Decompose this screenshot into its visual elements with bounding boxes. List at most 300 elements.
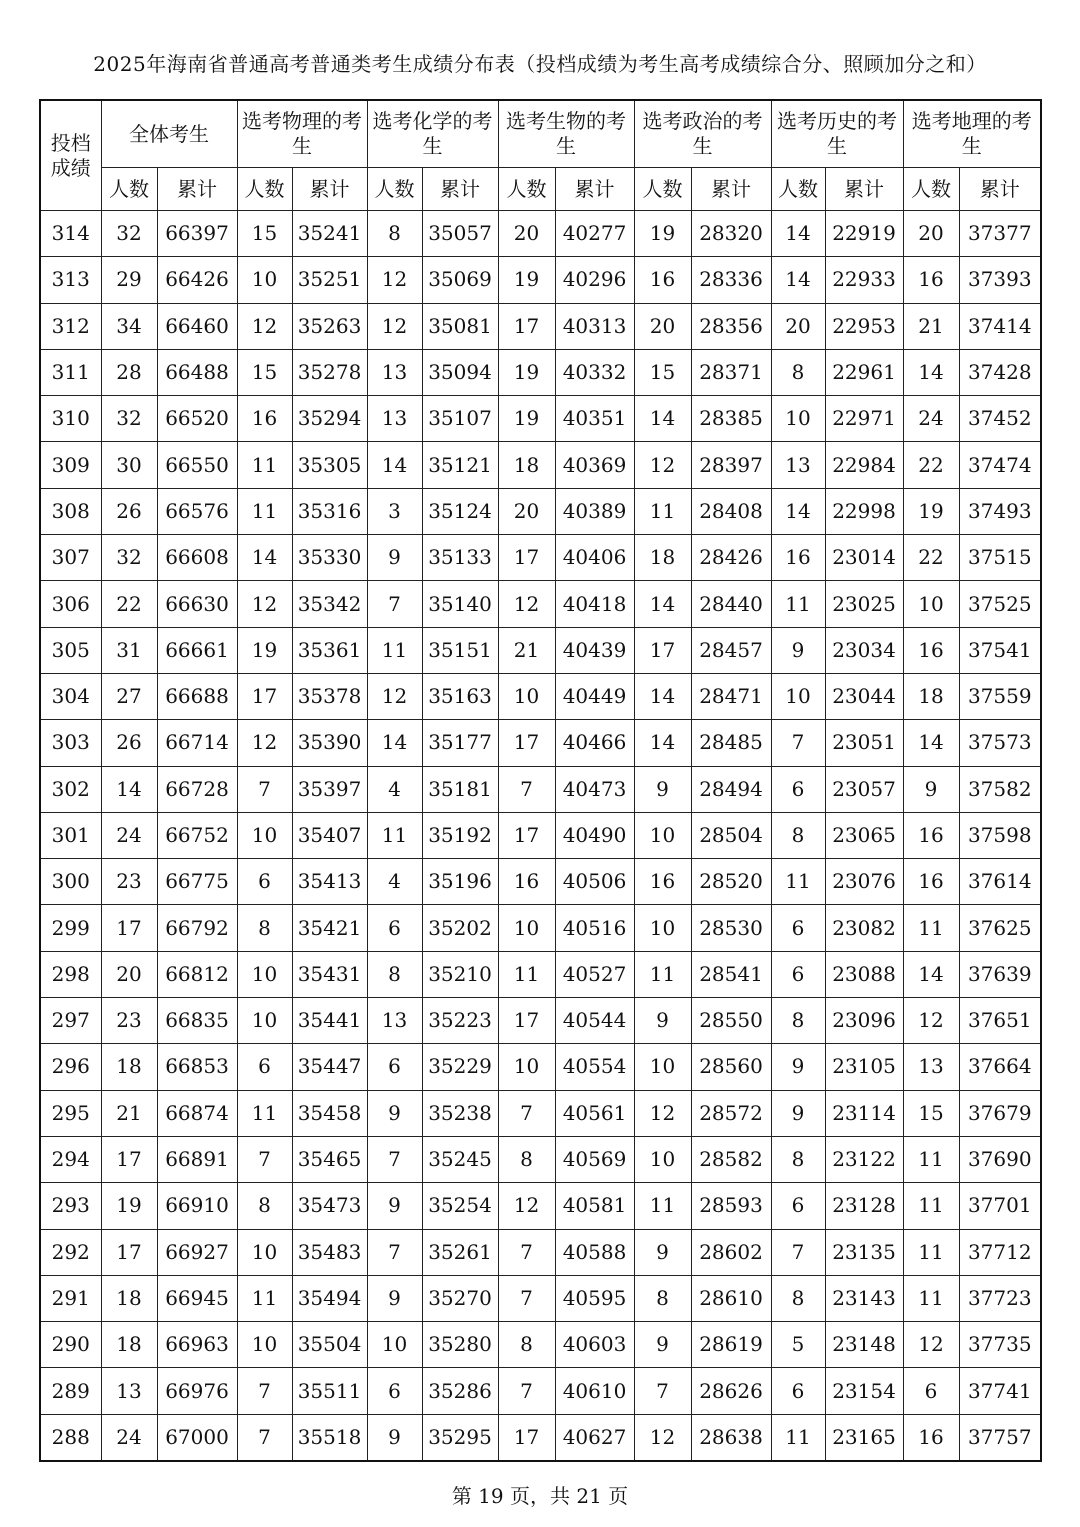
table-row bbox=[40, 720, 1041, 766]
count-cell: 16 bbox=[498, 859, 555, 905]
cumulative-cell: 22961 bbox=[825, 349, 903, 395]
count-cell: 12 bbox=[237, 581, 292, 627]
count-cell: 17 bbox=[498, 535, 555, 581]
score-cell: 301 bbox=[40, 812, 101, 858]
count-cell: 14 bbox=[771, 211, 825, 257]
score-cell: 307 bbox=[40, 535, 101, 581]
cumulative-cell: 35181 bbox=[422, 766, 498, 812]
cumulative-column-header: 累计 bbox=[292, 168, 367, 211]
table-row bbox=[40, 442, 1041, 488]
cumulative-cell: 22953 bbox=[825, 303, 903, 349]
cumulative-cell: 28593 bbox=[691, 1183, 771, 1229]
count-cell: 9 bbox=[367, 535, 422, 581]
score-cell: 309 bbox=[40, 442, 101, 488]
cumulative-cell: 66550 bbox=[157, 442, 237, 488]
count-cell: 7 bbox=[237, 1136, 292, 1182]
count-cell: 13 bbox=[367, 396, 422, 442]
count-cell: 8 bbox=[771, 1275, 825, 1321]
score-cell: 304 bbox=[40, 673, 101, 719]
cumulative-cell: 28356 bbox=[691, 303, 771, 349]
count-cell: 14 bbox=[903, 349, 959, 395]
count-cell: 11 bbox=[903, 1136, 959, 1182]
cumulative-cell: 66853 bbox=[157, 1044, 237, 1090]
count-cell: 14 bbox=[237, 535, 292, 581]
cumulative-cell: 35518 bbox=[292, 1414, 367, 1461]
count-cell: 6 bbox=[771, 1368, 825, 1414]
cumulative-cell: 66576 bbox=[157, 488, 237, 534]
cumulative-cell: 28457 bbox=[691, 627, 771, 673]
cumulative-cell: 35504 bbox=[292, 1322, 367, 1368]
count-cell: 10 bbox=[634, 905, 691, 951]
count-cell: 7 bbox=[771, 1229, 825, 1275]
table-row bbox=[40, 488, 1041, 534]
count-cell: 18 bbox=[498, 442, 555, 488]
table-row bbox=[40, 1044, 1041, 1090]
count-cell: 10 bbox=[634, 812, 691, 858]
count-cell: 16 bbox=[634, 859, 691, 905]
score-cell: 306 bbox=[40, 581, 101, 627]
cumulative-cell: 37428 bbox=[959, 349, 1041, 395]
count-cell: 8 bbox=[498, 1136, 555, 1182]
cumulative-cell: 35124 bbox=[422, 488, 498, 534]
count-cell: 19 bbox=[498, 349, 555, 395]
count-cell: 22 bbox=[903, 535, 959, 581]
cumulative-cell: 28440 bbox=[691, 581, 771, 627]
count-cell: 26 bbox=[101, 720, 157, 766]
cumulative-cell: 28385 bbox=[691, 396, 771, 442]
cumulative-cell: 35316 bbox=[292, 488, 367, 534]
cumulative-cell: 23082 bbox=[825, 905, 903, 951]
table-row bbox=[40, 581, 1041, 627]
count-cell: 8 bbox=[498, 1322, 555, 1368]
count-cell: 14 bbox=[634, 581, 691, 627]
count-column-header: 人数 bbox=[237, 168, 292, 211]
cumulative-cell: 37741 bbox=[959, 1368, 1041, 1414]
count-cell: 23 bbox=[101, 859, 157, 905]
count-cell: 10 bbox=[903, 581, 959, 627]
cumulative-cell: 28426 bbox=[691, 535, 771, 581]
cumulative-cell: 23128 bbox=[825, 1183, 903, 1229]
cumulative-cell: 40490 bbox=[555, 812, 634, 858]
cumulative-cell: 40389 bbox=[555, 488, 634, 534]
table-body bbox=[40, 211, 1041, 1462]
count-cell: 7 bbox=[498, 1368, 555, 1414]
count-cell: 7 bbox=[237, 1414, 292, 1461]
cumulative-cell: 28550 bbox=[691, 998, 771, 1044]
count-cell: 8 bbox=[771, 998, 825, 1044]
cumulative-cell: 40516 bbox=[555, 905, 634, 951]
cumulative-cell: 35305 bbox=[292, 442, 367, 488]
cumulative-cell: 35081 bbox=[422, 303, 498, 349]
cumulative-cell: 40506 bbox=[555, 859, 634, 905]
cumulative-cell: 35133 bbox=[422, 535, 498, 581]
table-row bbox=[40, 1322, 1041, 1368]
cumulative-column-header: 累计 bbox=[691, 168, 771, 211]
cumulative-cell: 23135 bbox=[825, 1229, 903, 1275]
count-cell: 19 bbox=[498, 396, 555, 442]
count-cell: 6 bbox=[367, 905, 422, 951]
cumulative-cell: 28408 bbox=[691, 488, 771, 534]
count-cell: 32 bbox=[101, 535, 157, 581]
table-row bbox=[40, 627, 1041, 673]
cumulative-cell: 35473 bbox=[292, 1183, 367, 1229]
count-cell: 18 bbox=[101, 1322, 157, 1368]
count-cell: 30 bbox=[101, 442, 157, 488]
cumulative-cell: 66661 bbox=[157, 627, 237, 673]
cumulative-cell: 40588 bbox=[555, 1229, 634, 1275]
score-cell: 303 bbox=[40, 720, 101, 766]
table-row bbox=[40, 812, 1041, 858]
count-cell: 8 bbox=[771, 1136, 825, 1182]
cumulative-cell: 35254 bbox=[422, 1183, 498, 1229]
cumulative-cell: 40569 bbox=[555, 1136, 634, 1182]
table-row bbox=[40, 905, 1041, 951]
count-cell: 18 bbox=[101, 1044, 157, 1090]
count-cell: 13 bbox=[101, 1368, 157, 1414]
count-cell: 32 bbox=[101, 211, 157, 257]
cumulative-cell: 40581 bbox=[555, 1183, 634, 1229]
cumulative-cell: 37573 bbox=[959, 720, 1041, 766]
count-cell: 14 bbox=[367, 720, 422, 766]
count-cell: 15 bbox=[237, 211, 292, 257]
cumulative-cell: 66688 bbox=[157, 673, 237, 719]
page-number: 第 19 页，共 21 页 bbox=[451, 1484, 629, 1508]
count-cell: 13 bbox=[367, 998, 422, 1044]
count-cell: 7 bbox=[498, 1229, 555, 1275]
cumulative-cell: 40418 bbox=[555, 581, 634, 627]
count-cell: 11 bbox=[634, 488, 691, 534]
cumulative-cell: 67000 bbox=[157, 1414, 237, 1461]
score-cell: 300 bbox=[40, 859, 101, 905]
count-cell: 15 bbox=[237, 349, 292, 395]
cumulative-cell: 22933 bbox=[825, 257, 903, 303]
count-cell: 8 bbox=[634, 1275, 691, 1321]
count-cell: 8 bbox=[237, 905, 292, 951]
cumulative-cell: 40595 bbox=[555, 1275, 634, 1321]
score-cell: 297 bbox=[40, 998, 101, 1044]
cumulative-cell: 28397 bbox=[691, 442, 771, 488]
count-cell: 6 bbox=[237, 1044, 292, 1090]
cumulative-cell: 23065 bbox=[825, 812, 903, 858]
count-cell: 11 bbox=[634, 951, 691, 997]
cumulative-cell: 23122 bbox=[825, 1136, 903, 1182]
count-cell: 10 bbox=[498, 1044, 555, 1090]
cumulative-cell: 66910 bbox=[157, 1183, 237, 1229]
cumulative-cell: 66714 bbox=[157, 720, 237, 766]
cumulative-cell: 66874 bbox=[157, 1090, 237, 1136]
count-cell: 14 bbox=[634, 673, 691, 719]
cumulative-cell: 40473 bbox=[555, 766, 634, 812]
count-cell: 22 bbox=[101, 581, 157, 627]
count-cell: 21 bbox=[498, 627, 555, 673]
cumulative-cell: 37452 bbox=[959, 396, 1041, 442]
cumulative-cell: 37614 bbox=[959, 859, 1041, 905]
count-cell: 14 bbox=[903, 720, 959, 766]
count-cell: 7 bbox=[237, 766, 292, 812]
count-cell: 17 bbox=[237, 673, 292, 719]
count-cell: 31 bbox=[101, 627, 157, 673]
count-cell: 14 bbox=[771, 257, 825, 303]
cumulative-cell: 22998 bbox=[825, 488, 903, 534]
count-cell: 4 bbox=[367, 859, 422, 905]
count-cell: 10 bbox=[634, 1044, 691, 1090]
count-cell: 29 bbox=[101, 257, 157, 303]
count-cell: 10 bbox=[237, 1229, 292, 1275]
cumulative-cell: 37712 bbox=[959, 1229, 1041, 1275]
count-cell: 8 bbox=[237, 1183, 292, 1229]
cumulative-cell: 35295 bbox=[422, 1414, 498, 1461]
cumulative-cell: 28336 bbox=[691, 257, 771, 303]
cumulative-cell: 28320 bbox=[691, 211, 771, 257]
count-cell: 11 bbox=[237, 1090, 292, 1136]
count-cell: 7 bbox=[498, 766, 555, 812]
count-cell: 12 bbox=[903, 1322, 959, 1368]
table-row bbox=[40, 535, 1041, 581]
cumulative-cell: 35407 bbox=[292, 812, 367, 858]
cumulative-cell: 40554 bbox=[555, 1044, 634, 1090]
count-cell: 5 bbox=[771, 1322, 825, 1368]
cumulative-cell: 23051 bbox=[825, 720, 903, 766]
count-column-header: 人数 bbox=[101, 168, 157, 211]
cumulative-cell: 28638 bbox=[691, 1414, 771, 1461]
count-cell: 12 bbox=[498, 581, 555, 627]
cumulative-cell: 37679 bbox=[959, 1090, 1041, 1136]
count-cell: 15 bbox=[634, 349, 691, 395]
count-cell: 9 bbox=[771, 1044, 825, 1090]
group-header: 选考物理的考生 bbox=[237, 100, 367, 168]
count-column-header: 人数 bbox=[771, 168, 825, 211]
cumulative-cell: 23044 bbox=[825, 673, 903, 719]
table-row bbox=[40, 396, 1041, 442]
cumulative-cell: 28530 bbox=[691, 905, 771, 951]
cumulative-cell: 35447 bbox=[292, 1044, 367, 1090]
count-cell: 8 bbox=[771, 349, 825, 395]
table-row bbox=[40, 951, 1041, 997]
count-cell: 17 bbox=[101, 1229, 157, 1275]
count-cell: 10 bbox=[237, 257, 292, 303]
count-cell: 17 bbox=[498, 812, 555, 858]
count-cell: 11 bbox=[237, 488, 292, 534]
count-cell: 12 bbox=[634, 442, 691, 488]
count-cell: 12 bbox=[634, 1414, 691, 1461]
count-cell: 12 bbox=[367, 257, 422, 303]
count-cell: 14 bbox=[634, 720, 691, 766]
score-cell: 290 bbox=[40, 1322, 101, 1368]
count-cell: 20 bbox=[498, 211, 555, 257]
cumulative-cell: 35494 bbox=[292, 1275, 367, 1321]
cumulative-cell: 40439 bbox=[555, 627, 634, 673]
cumulative-cell: 23165 bbox=[825, 1414, 903, 1461]
cumulative-cell: 28602 bbox=[691, 1229, 771, 1275]
count-cell: 8 bbox=[771, 812, 825, 858]
count-cell: 12 bbox=[367, 303, 422, 349]
count-cell: 17 bbox=[634, 627, 691, 673]
cumulative-cell: 28494 bbox=[691, 766, 771, 812]
count-cell: 16 bbox=[237, 396, 292, 442]
cumulative-cell: 35251 bbox=[292, 257, 367, 303]
cumulative-cell: 35483 bbox=[292, 1229, 367, 1275]
group-header: 选考地理的考生 bbox=[903, 100, 1041, 168]
cumulative-cell: 66976 bbox=[157, 1368, 237, 1414]
cumulative-cell: 35140 bbox=[422, 581, 498, 627]
table-row bbox=[40, 1136, 1041, 1182]
cumulative-cell: 23114 bbox=[825, 1090, 903, 1136]
count-column-header: 人数 bbox=[498, 168, 555, 211]
cumulative-cell: 23088 bbox=[825, 951, 903, 997]
count-cell: 6 bbox=[771, 766, 825, 812]
cumulative-cell: 23014 bbox=[825, 535, 903, 581]
count-cell: 21 bbox=[903, 303, 959, 349]
count-cell: 7 bbox=[771, 720, 825, 766]
count-cell: 11 bbox=[771, 1414, 825, 1461]
cumulative-cell: 35177 bbox=[422, 720, 498, 766]
cumulative-cell: 37639 bbox=[959, 951, 1041, 997]
count-cell: 13 bbox=[903, 1044, 959, 1090]
cumulative-cell: 66927 bbox=[157, 1229, 237, 1275]
cumulative-cell: 35330 bbox=[292, 535, 367, 581]
table-row bbox=[40, 211, 1041, 257]
group-header: 选考政治的考生 bbox=[634, 100, 771, 168]
count-cell: 24 bbox=[101, 812, 157, 858]
cumulative-cell: 37757 bbox=[959, 1414, 1041, 1461]
count-cell: 18 bbox=[903, 673, 959, 719]
count-cell: 7 bbox=[498, 1090, 555, 1136]
count-column-header: 人数 bbox=[367, 168, 422, 211]
table-row bbox=[40, 349, 1041, 395]
count-cell: 10 bbox=[498, 673, 555, 719]
cumulative-cell: 22971 bbox=[825, 396, 903, 442]
count-cell: 18 bbox=[101, 1275, 157, 1321]
count-cell: 12 bbox=[903, 998, 959, 1044]
count-cell: 24 bbox=[101, 1414, 157, 1461]
table-row bbox=[40, 766, 1041, 812]
cumulative-cell: 35441 bbox=[292, 998, 367, 1044]
count-cell: 7 bbox=[634, 1368, 691, 1414]
cumulative-cell: 66728 bbox=[157, 766, 237, 812]
count-cell: 9 bbox=[634, 1229, 691, 1275]
count-cell: 7 bbox=[498, 1275, 555, 1321]
cumulative-cell: 35107 bbox=[422, 396, 498, 442]
cumulative-cell: 35241 bbox=[292, 211, 367, 257]
cumulative-cell: 40406 bbox=[555, 535, 634, 581]
cumulative-cell: 40296 bbox=[555, 257, 634, 303]
cumulative-cell: 35196 bbox=[422, 859, 498, 905]
count-cell: 12 bbox=[634, 1090, 691, 1136]
cumulative-cell: 28560 bbox=[691, 1044, 771, 1090]
cumulative-cell: 37625 bbox=[959, 905, 1041, 951]
cumulative-cell: 40627 bbox=[555, 1414, 634, 1461]
cumulative-cell: 37515 bbox=[959, 535, 1041, 581]
score-cell: 292 bbox=[40, 1229, 101, 1275]
table-row bbox=[40, 303, 1041, 349]
count-cell: 20 bbox=[903, 211, 959, 257]
count-cell: 13 bbox=[771, 442, 825, 488]
cumulative-cell: 35361 bbox=[292, 627, 367, 673]
cumulative-cell: 35458 bbox=[292, 1090, 367, 1136]
count-cell: 6 bbox=[771, 905, 825, 951]
cumulative-cell: 40277 bbox=[555, 211, 634, 257]
cumulative-cell: 28626 bbox=[691, 1368, 771, 1414]
cumulative-cell: 23076 bbox=[825, 859, 903, 905]
count-cell: 14 bbox=[101, 766, 157, 812]
cumulative-cell: 40610 bbox=[555, 1368, 634, 1414]
cumulative-cell: 37414 bbox=[959, 303, 1041, 349]
count-cell: 11 bbox=[771, 859, 825, 905]
cumulative-cell: 28520 bbox=[691, 859, 771, 905]
count-cell: 11 bbox=[237, 442, 292, 488]
cumulative-column-header: 累计 bbox=[825, 168, 903, 211]
count-cell: 6 bbox=[367, 1044, 422, 1090]
count-cell: 12 bbox=[237, 303, 292, 349]
cumulative-cell: 35223 bbox=[422, 998, 498, 1044]
cumulative-cell: 28541 bbox=[691, 951, 771, 997]
table-row bbox=[40, 257, 1041, 303]
cumulative-cell: 66752 bbox=[157, 812, 237, 858]
cumulative-cell: 37598 bbox=[959, 812, 1041, 858]
count-cell: 16 bbox=[903, 257, 959, 303]
score-column-header: 投档成绩 bbox=[40, 100, 101, 211]
count-cell: 17 bbox=[498, 303, 555, 349]
cumulative-cell: 66608 bbox=[157, 535, 237, 581]
cumulative-cell: 35390 bbox=[292, 720, 367, 766]
count-cell: 17 bbox=[101, 905, 157, 951]
cumulative-cell: 35057 bbox=[422, 211, 498, 257]
count-cell: 7 bbox=[237, 1368, 292, 1414]
cumulative-cell: 66963 bbox=[157, 1322, 237, 1368]
count-cell: 34 bbox=[101, 303, 157, 349]
table-row bbox=[40, 859, 1041, 905]
count-cell: 20 bbox=[498, 488, 555, 534]
cumulative-cell: 66426 bbox=[157, 257, 237, 303]
cumulative-cell: 37393 bbox=[959, 257, 1041, 303]
cumulative-cell: 35121 bbox=[422, 442, 498, 488]
cumulative-cell: 40369 bbox=[555, 442, 634, 488]
score-cell: 293 bbox=[40, 1183, 101, 1229]
cumulative-cell: 35151 bbox=[422, 627, 498, 673]
cumulative-cell: 40544 bbox=[555, 998, 634, 1044]
count-cell: 11 bbox=[903, 905, 959, 951]
cumulative-column-header: 累计 bbox=[959, 168, 1041, 211]
score-cell: 305 bbox=[40, 627, 101, 673]
count-cell: 28 bbox=[101, 349, 157, 395]
cumulative-cell: 66835 bbox=[157, 998, 237, 1044]
count-cell: 9 bbox=[634, 766, 691, 812]
score-cell: 310 bbox=[40, 396, 101, 442]
cumulative-cell: 35229 bbox=[422, 1044, 498, 1090]
count-cell: 10 bbox=[237, 1322, 292, 1368]
cumulative-cell: 35397 bbox=[292, 766, 367, 812]
cumulative-cell: 40351 bbox=[555, 396, 634, 442]
cumulative-column-header: 累计 bbox=[555, 168, 634, 211]
score-cell: 313 bbox=[40, 257, 101, 303]
count-cell: 10 bbox=[771, 396, 825, 442]
count-cell: 7 bbox=[367, 1136, 422, 1182]
count-cell: 11 bbox=[771, 581, 825, 627]
cumulative-cell: 35245 bbox=[422, 1136, 498, 1182]
table-row bbox=[40, 1183, 1041, 1229]
cumulative-cell: 66520 bbox=[157, 396, 237, 442]
count-cell: 10 bbox=[771, 673, 825, 719]
table-row bbox=[40, 998, 1041, 1044]
cumulative-column-header: 累计 bbox=[157, 168, 237, 211]
table-row bbox=[40, 1090, 1041, 1136]
count-cell: 9 bbox=[903, 766, 959, 812]
count-column-header: 人数 bbox=[634, 168, 691, 211]
count-cell: 19 bbox=[903, 488, 959, 534]
count-cell: 8 bbox=[367, 951, 422, 997]
count-cell: 16 bbox=[903, 1414, 959, 1461]
count-cell: 13 bbox=[367, 349, 422, 395]
